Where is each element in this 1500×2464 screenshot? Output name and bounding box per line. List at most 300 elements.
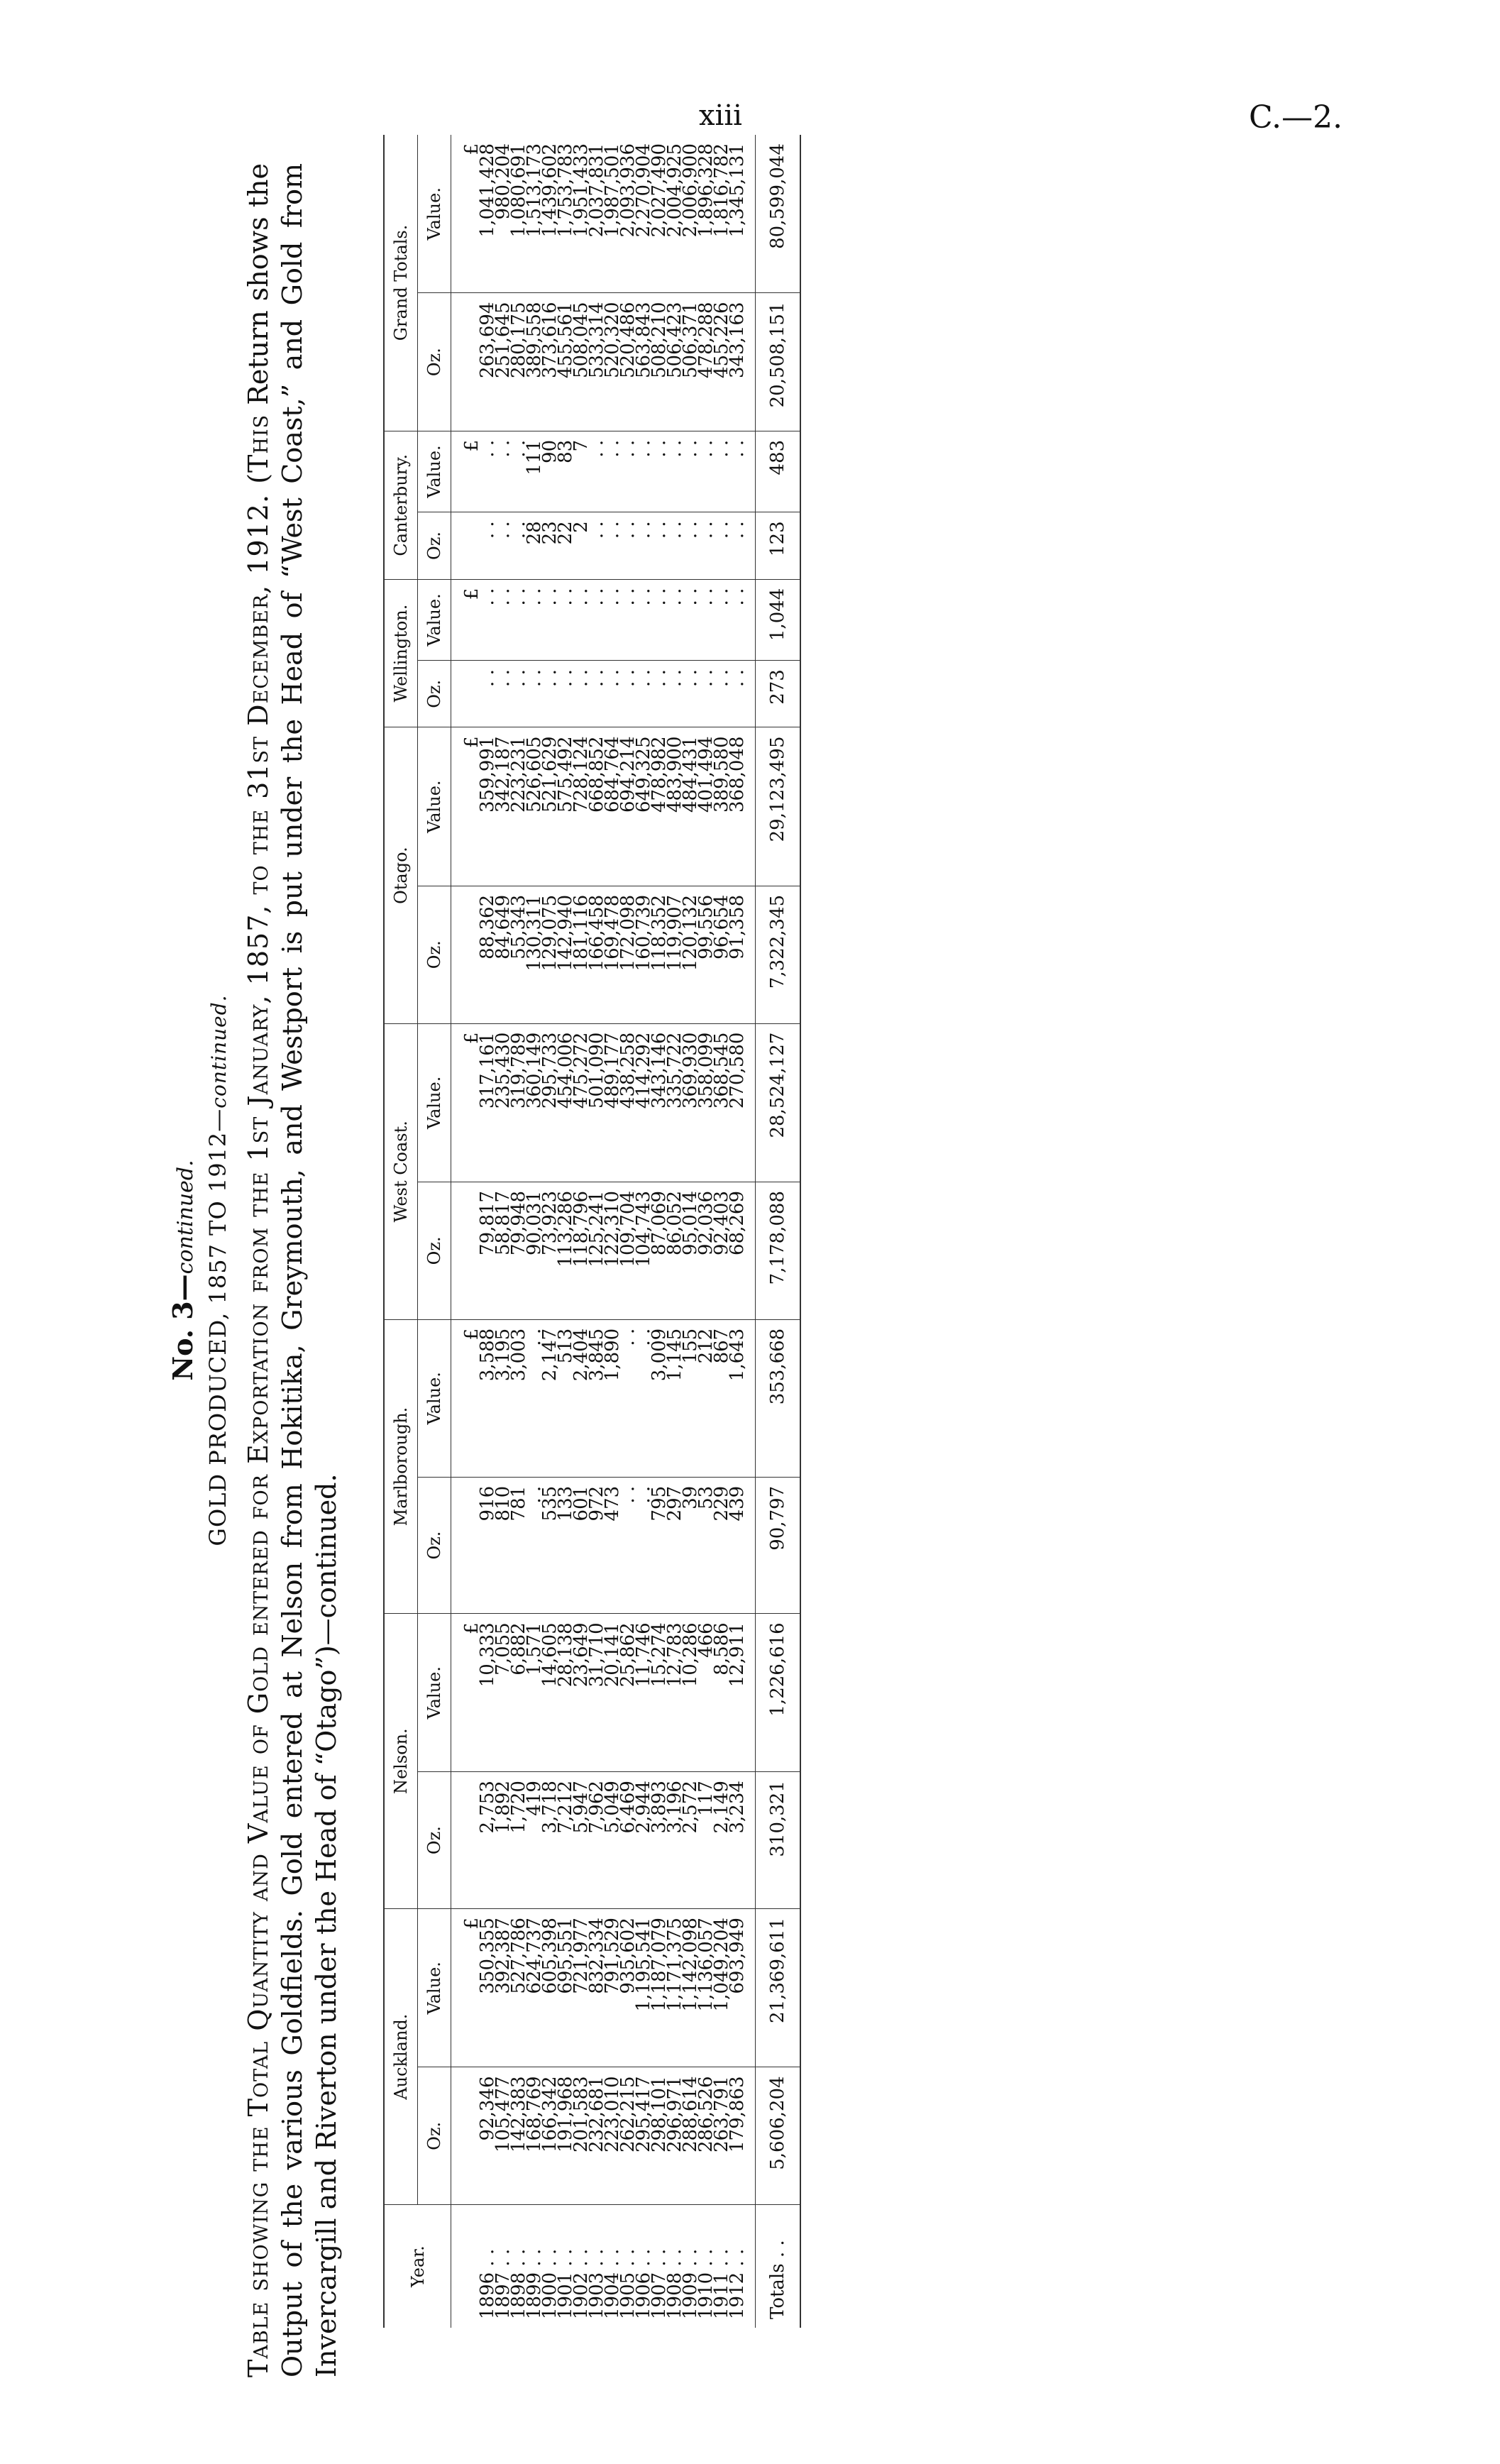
data-cell: 342,187: [495, 727, 511, 886]
data-cell: 5,049: [605, 1772, 620, 1909]
data-cell: 6,882: [511, 1614, 526, 1772]
currency-symbol: £: [451, 135, 480, 293]
region-header-marlborough: Marlborough.: [384, 1319, 418, 1614]
data-cell: 142,940: [558, 886, 573, 1023]
data-cell: 23: [542, 512, 558, 579]
oz-header: Oz.: [418, 886, 451, 1023]
data-cell: 389,558: [526, 293, 542, 431]
data-cell: 55,343: [511, 886, 526, 1023]
data-cell: 2,027,490: [651, 135, 667, 293]
data-cell: 533,314: [589, 293, 605, 431]
data-cell: 191,968: [558, 2067, 573, 2205]
data-cell: 87,069: [651, 1182, 667, 1319]
data-cell: 7,212: [558, 1772, 573, 1909]
data-cell: 2,270,904: [636, 135, 651, 293]
data-cell: 25,862: [620, 1614, 636, 1772]
currency-row: [451, 135, 480, 2328]
data-cell: . .: [714, 512, 729, 579]
data-cell: 2,093,936: [620, 135, 636, 293]
data-cell: 263,791: [714, 2067, 729, 2205]
data-cell: 478,288: [698, 293, 714, 431]
data-cell: 10,286: [683, 1614, 698, 1772]
data-cell: 2,753: [480, 1772, 495, 1909]
data-cell: 84,649: [495, 886, 511, 1023]
year-cell: 1908 . .: [664, 2248, 685, 2319]
data-cell: 92,036: [698, 1182, 714, 1319]
totals-row: [756, 135, 801, 2328]
table-row: [729, 135, 756, 2328]
data-cell: 501,090: [589, 1023, 605, 1182]
total-cell: 29,123,495: [756, 727, 801, 886]
data-cell: 520,486: [620, 293, 636, 431]
cell-empty: [451, 512, 480, 579]
data-cell: 263,694: [480, 293, 495, 431]
data-cell: 810: [495, 1477, 511, 1613]
data-cell: 506,423: [667, 293, 683, 431]
data-cell: 350,355: [480, 1909, 495, 2067]
data-cell: 1,951,433: [573, 135, 589, 293]
data-cell: 28,138: [558, 1614, 573, 1772]
data-cell: . .: [511, 661, 526, 727]
data-cell: 526,605: [526, 727, 542, 886]
data-cell: 73,923: [542, 1182, 558, 1319]
data-cell: 508,210: [651, 293, 667, 431]
data-cell: 280,175: [511, 293, 526, 431]
document-reference: C.—2.: [1249, 99, 1343, 136]
data-cell: 10,333: [480, 1614, 495, 1772]
region-header-canterbury: Canterbury.: [384, 431, 418, 579]
header-row-regions: [384, 135, 418, 2328]
data-cell: 1,195,541: [636, 1909, 651, 2067]
data-cell: 22: [558, 512, 573, 579]
data-cell: 23,649: [573, 1614, 589, 1772]
desc-line-2: Return shows the Output of the various Goldfields. Gold entered at Nelson from Hokitika, Greymouth, and Westport is put under the Head of “West: [243, 163, 308, 2377]
data-cell: 58,817: [495, 1182, 511, 1319]
value-header: Value.: [418, 1614, 451, 1772]
year-cell: 1900 . .: [539, 2248, 561, 2319]
data-cell: 2,006,900: [683, 135, 698, 293]
data-cell: 1,816,782: [714, 135, 729, 293]
data-cell: 1,513,173: [526, 135, 542, 293]
totals-label: Totals . .: [756, 2205, 801, 2328]
data-cell: 90: [542, 431, 558, 512]
data-cell: 11,746: [636, 1614, 651, 1772]
data-cell: 79,817: [480, 1182, 495, 1319]
data-cell: 166,342: [542, 2067, 558, 2205]
data-cell: 2,944: [636, 1772, 651, 1909]
desc-line-3: Coast,” and Gold from Invercargill and Riverton under the Head of “Otago”)—continued.: [277, 163, 342, 2377]
oz-header: Oz.: [418, 1182, 451, 1319]
oz-header: Oz.: [418, 1772, 451, 1909]
data-cell: . .: [620, 661, 636, 727]
data-cell: . .: [667, 512, 683, 579]
data-cell: . .: [636, 579, 651, 661]
data-cell: 489,177: [605, 1023, 620, 1182]
region-header-wellington: Wellington.: [384, 579, 418, 727]
data-cell: . .: [714, 579, 729, 661]
data-cell: 2,147: [542, 1319, 558, 1477]
data-cell: 169,478: [605, 886, 620, 1023]
data-cell: 212: [698, 1319, 714, 1477]
data-cell: 455,561: [558, 293, 573, 431]
table-number-suffix: continued.: [173, 1160, 198, 1275]
desc-part-c: 1857, to the 31st December, 1912. (This: [243, 414, 274, 986]
data-cell: . .: [480, 431, 495, 512]
data-cell: 1,171,375: [667, 1909, 683, 2067]
data-cell: . .: [605, 661, 620, 727]
year-header: Year.: [384, 2205, 451, 2328]
data-cell: 3,009: [651, 1319, 667, 1477]
data-cell: . .: [495, 431, 511, 512]
data-cell: 368,545: [714, 1023, 729, 1182]
data-cell: 251,645: [495, 293, 511, 431]
data-cell: . .: [714, 431, 729, 512]
total-cell: 21,369,611: [756, 1909, 801, 2067]
data-cell: 832,334: [589, 1909, 605, 2067]
data-cell: 120,132: [683, 886, 698, 1023]
data-cell: 6,469: [620, 1772, 636, 1909]
data-cell: 401,494: [698, 727, 714, 886]
data-cell: . .: [651, 661, 667, 727]
data-cell: . .: [729, 579, 756, 661]
data-cell: 506,371: [683, 293, 698, 431]
data-cell: . .: [667, 579, 683, 661]
region-header-grand-totals: Grand Totals.: [384, 135, 418, 431]
year-cell: 1905 . .: [617, 2248, 639, 2319]
data-cell: 3,845: [589, 1319, 605, 1477]
data-cell: 454,006: [558, 1023, 573, 1182]
data-cell: . .: [511, 431, 526, 512]
total-cell: 310,321: [756, 1772, 801, 1909]
data-cell: 288,614: [683, 2067, 698, 2205]
data-cell: . .: [683, 431, 698, 512]
data-cell: 3,588: [480, 1319, 495, 1477]
total-cell: 90,797: [756, 1477, 801, 1613]
currency-symbol: £: [451, 1023, 480, 1182]
gold-production-table: [383, 135, 801, 2328]
data-cell: 791,529: [605, 1909, 620, 2067]
data-cell: . .: [651, 512, 667, 579]
data-cell: 96,654: [714, 886, 729, 1023]
region-header-auckland: Auckland.: [384, 1909, 418, 2205]
data-cell: . .: [651, 579, 667, 661]
data-cell: 478,982: [651, 727, 667, 886]
data-cell: . .: [729, 512, 756, 579]
data-cell: 3,195: [495, 1319, 511, 1477]
data-cell: . .: [620, 512, 636, 579]
data-cell: 1,145: [667, 1319, 683, 1477]
data-cell: 360,149: [526, 1023, 542, 1182]
currency-symbol: £: [451, 1319, 480, 1477]
data-cell: 12,911: [729, 1614, 756, 1772]
data-cell: 1,753,783: [558, 135, 573, 293]
data-cell: 484,431: [683, 727, 698, 886]
data-cell: 130,311: [526, 886, 542, 1023]
data-cell: 728,124: [573, 727, 589, 886]
data-cell: 3,718: [542, 1772, 558, 1909]
data-cell: 1,187,079: [651, 1909, 667, 2067]
data-cell: 117: [698, 1772, 714, 1909]
data-cell: . .: [667, 431, 683, 512]
data-cell: 91,358: [729, 886, 756, 1023]
data-cell: . .: [542, 579, 558, 661]
data-cell: 668,852: [589, 727, 605, 886]
data-cell: 475,272: [573, 1023, 589, 1182]
data-cell: 1,890: [605, 1319, 620, 1477]
region-header-west-coast: West Coast.: [384, 1023, 418, 1319]
data-cell: 649,325: [636, 727, 651, 886]
data-cell: 2,404: [573, 1319, 589, 1477]
data-cell: 99,556: [698, 886, 714, 1023]
total-cell: 7,322,345: [756, 886, 801, 1023]
data-cell: . .: [683, 661, 698, 727]
data-cell: 358,099: [698, 1023, 714, 1182]
data-cell: 133: [558, 1477, 573, 1613]
data-cell: 2,004,925: [667, 135, 683, 293]
data-cell: . .: [636, 661, 651, 727]
cell-empty: [451, 2067, 480, 2205]
data-cell: 335,722: [667, 1023, 683, 1182]
data-cell: 980,204: [495, 135, 511, 293]
data-cell: . .: [683, 512, 698, 579]
data-cell: . .: [605, 431, 620, 512]
data-cell: 319,789: [511, 1023, 526, 1182]
data-cell: . .: [636, 1319, 651, 1477]
table-body: [451, 135, 756, 2328]
total-cell: 7,178,088: [756, 1182, 801, 1319]
data-cell: 223,231: [511, 727, 526, 886]
oz-header: Oz.: [418, 293, 451, 431]
data-cell: 229: [714, 1477, 729, 1613]
year-cell: 1904 . .: [602, 2248, 623, 2319]
cell-empty: [451, 886, 480, 1023]
cell-empty: [451, 293, 480, 431]
cell-empty: [451, 1477, 480, 1613]
data-cell: 373,616: [542, 293, 558, 431]
data-cell: 223,010: [605, 2067, 620, 2205]
page-number: xiii: [699, 99, 742, 132]
value-header: Value.: [418, 431, 451, 512]
data-cell: 473: [605, 1477, 620, 1613]
year-cell: 1910 . .: [695, 2248, 717, 2319]
data-cell: . .: [605, 579, 620, 661]
data-cell: 1,041,428: [480, 135, 495, 293]
currency-symbol: £: [451, 1614, 480, 1772]
currency-symbol: £: [451, 1909, 480, 2067]
data-cell: 7,962: [589, 1772, 605, 1909]
data-cell: 286,526: [698, 2067, 714, 2205]
data-cell: . .: [698, 431, 714, 512]
data-cell: 12,783: [667, 1614, 683, 1772]
data-cell: . .: [495, 661, 511, 727]
data-cell: 201,583: [573, 2067, 589, 2205]
data-cell: 262,215: [620, 2067, 636, 2205]
value-header: Value.: [418, 1023, 451, 1182]
data-cell: 1,643: [729, 1319, 756, 1477]
total-cell: 80,599,044: [756, 135, 801, 293]
data-cell: 392,387: [495, 1909, 511, 2067]
data-cell: 605,398: [542, 1909, 558, 2067]
data-cell: 414,292: [636, 1023, 651, 1182]
currency-row-year: [451, 2205, 480, 2328]
data-cell: . .: [495, 512, 511, 579]
data-cell: 359,991: [480, 727, 495, 886]
data-cell: 693,949: [729, 1909, 756, 2067]
subtitle-text: GOLD PRODUCED, 1857 TO 1912—: [204, 1108, 231, 1546]
oz-header: Oz.: [418, 512, 451, 579]
data-cell: 368,048: [729, 727, 756, 886]
currency-symbol: £: [451, 579, 480, 661]
data-cell: . .: [558, 579, 573, 661]
data-cell: . .: [729, 661, 756, 727]
data-cell: . .: [714, 661, 729, 727]
data-cell: 317,161: [480, 1023, 495, 1182]
data-cell: 129,075: [542, 886, 558, 1023]
year-cell: 1896 . .: [477, 2248, 498, 2319]
data-cell: . .: [526, 1319, 542, 1477]
year-cell: 1902 . .: [570, 2248, 592, 2319]
data-cell: 3,196: [667, 1772, 683, 1909]
data-cell: . .: [589, 431, 605, 512]
year-cell: 1901 . .: [555, 2248, 576, 2319]
data-cell: . .: [480, 512, 495, 579]
data-cell: . .: [620, 579, 636, 661]
data-cell: . .: [620, 1319, 636, 1477]
total-cell: 20,508,151: [756, 293, 801, 431]
data-cell: 122,310: [605, 1182, 620, 1319]
data-cell: 166,458: [589, 886, 605, 1023]
data-cell: 172,098: [620, 886, 636, 1023]
data-cell: 935,602: [620, 1909, 636, 2067]
data-cell: 90,031: [526, 1182, 542, 1319]
data-cell: 2,149: [714, 1772, 729, 1909]
data-cell: 781: [511, 1477, 526, 1613]
data-cell: 119,907: [667, 886, 683, 1023]
data-cell: 118,352: [651, 886, 667, 1023]
oz-header: Oz.: [418, 1477, 451, 1613]
data-cell: . .: [636, 1477, 651, 1613]
subtitle-suffix: continued.: [207, 994, 231, 1109]
data-cell: 1,345,131: [729, 135, 756, 293]
data-cell: . .: [589, 512, 605, 579]
data-cell: 113,286: [558, 1182, 573, 1319]
data-cell: 624,737: [526, 1909, 542, 2067]
total-cell: 1,226,616: [756, 1614, 801, 1772]
data-cell: 972: [589, 1477, 605, 1613]
cell-empty: [451, 1772, 480, 1909]
data-cell: 235,430: [495, 1023, 511, 1182]
total-cell: 483: [756, 431, 801, 512]
data-cell: 1,892: [495, 1772, 511, 1909]
data-cell: 179,863: [729, 2067, 756, 2205]
cell-empty: [451, 661, 480, 727]
data-cell: 1,720: [511, 1772, 526, 1909]
data-cell: . .: [589, 579, 605, 661]
data-cell: 111: [526, 431, 542, 512]
data-cell: 2,037,831: [589, 135, 605, 293]
data-cell: 795: [651, 1477, 667, 1613]
data-cell: . .: [620, 1477, 636, 1613]
data-cell: 575,492: [558, 727, 573, 886]
data-cell: 343,163: [729, 293, 756, 431]
data-cell: 439: [729, 1477, 756, 1613]
title-block: [167, 135, 343, 2406]
data-cell: 527,786: [511, 1909, 526, 2067]
data-cell: 7,055: [495, 1614, 511, 1772]
data-cell: . .: [729, 431, 756, 512]
table-description: [241, 163, 343, 2377]
data-cell: 95,014: [683, 1182, 698, 1319]
data-cell: 88,362: [480, 886, 495, 1023]
data-cell: 31,710: [589, 1614, 605, 1772]
value-header: Value.: [418, 727, 451, 886]
region-header-otago: Otago.: [384, 727, 418, 1023]
data-cell: . .: [620, 431, 636, 512]
value-header: Value.: [418, 579, 451, 661]
data-cell: . .: [526, 661, 542, 727]
region-header-nelson: Nelson.: [384, 1614, 418, 1909]
data-cell: 694,214: [620, 727, 636, 886]
data-cell: . .: [698, 579, 714, 661]
data-cell: 695,551: [558, 1909, 573, 2067]
data-cell: 369,930: [683, 1023, 698, 1182]
data-cell: . .: [558, 661, 573, 727]
data-cell: 92,346: [480, 2067, 495, 2205]
data-cell: 916: [480, 1477, 495, 1613]
data-cell: 601: [573, 1477, 589, 1613]
data-cell: 3,234: [729, 1772, 756, 1909]
data-cell: 168,769: [526, 2067, 542, 2205]
currency-symbol: £: [451, 727, 480, 886]
data-cell: 104,743: [636, 1182, 651, 1319]
data-cell: . .: [573, 579, 589, 661]
data-cell: 109,704: [620, 1182, 636, 1319]
year-cell: 1906 . .: [633, 2248, 654, 2319]
data-cell: . .: [526, 579, 542, 661]
data-cell: 155: [683, 1319, 698, 1477]
data-cell: 105,477: [495, 2067, 511, 2205]
data-cell: 28: [526, 512, 542, 579]
year-cell: 1899 . .: [524, 2248, 545, 2319]
table-number-text: No. 3—: [167, 1274, 199, 1381]
data-cell: 521,629: [542, 727, 558, 886]
data-cell: 1,439,602: [542, 135, 558, 293]
data-cell: 684,764: [605, 727, 620, 886]
data-cell: 86,052: [667, 1182, 683, 1319]
data-cell: 3,003: [511, 1319, 526, 1477]
data-cell: . .: [605, 512, 620, 579]
oz-header: Oz.: [418, 661, 451, 727]
data-cell: . .: [698, 512, 714, 579]
data-cell: . .: [511, 512, 526, 579]
value-header: Value.: [418, 135, 451, 293]
data-cell: 1,049,204: [714, 1909, 729, 2067]
data-cell: 867: [714, 1319, 729, 1477]
data-cell: 83: [558, 431, 573, 512]
year-cell: 1897 . .: [492, 2248, 514, 2319]
data-cell: 1,896,328: [698, 135, 714, 293]
year-cell: 1909 . .: [680, 2248, 701, 2319]
data-cell: 53: [698, 1477, 714, 1613]
data-cell: 68,269: [729, 1182, 756, 1319]
total-cell: 5,606,204: [756, 2067, 801, 2205]
data-cell: 297: [667, 1477, 683, 1613]
table-number: [167, 135, 199, 2406]
data-cell: 466: [698, 1614, 714, 1772]
data-cell: 508,045: [573, 293, 589, 431]
total-cell: 273: [756, 661, 801, 727]
data-cell: 7: [573, 431, 589, 512]
